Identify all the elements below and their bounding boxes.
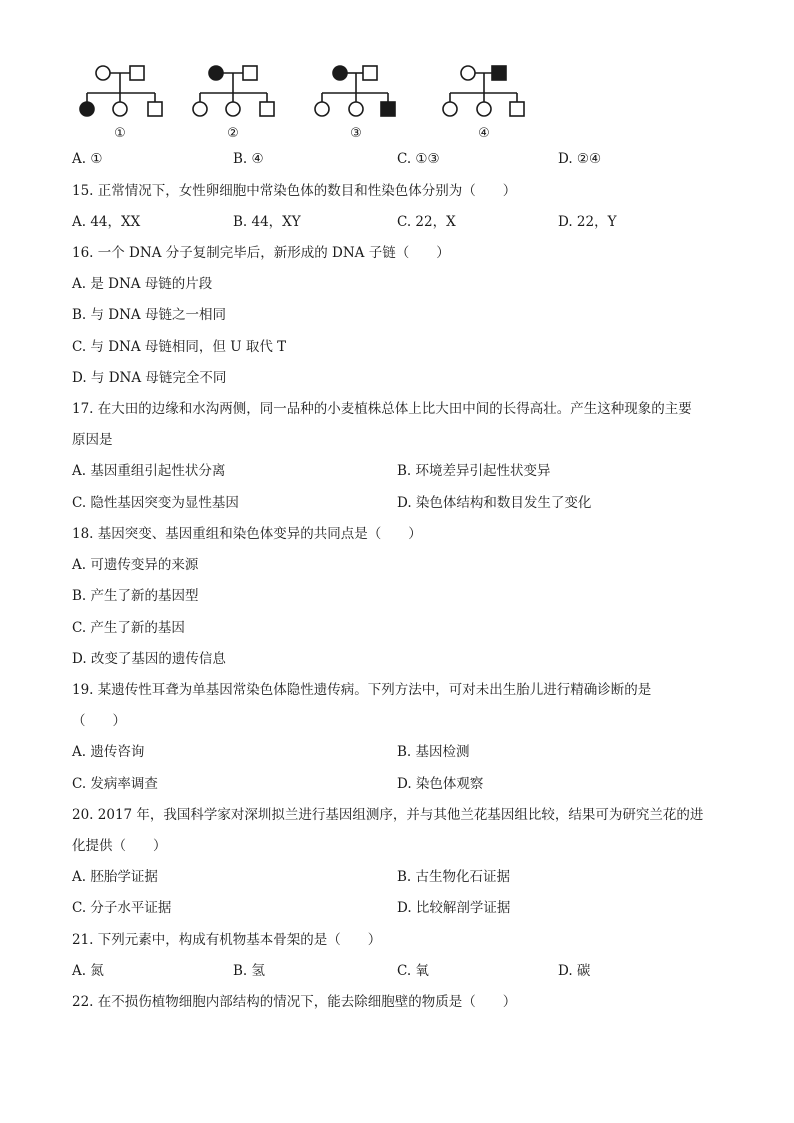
q17-option-a: A. 基因重组引起性状分离 (72, 463, 226, 479)
q19-stem-line1: 19. 某遗传性耳聋为单基因常染色体隐性遗传病。下列方法中，可对未出生胎儿进行精确诊断的是 (72, 682, 652, 698)
q21-option-b: B. 氢 (233, 963, 266, 979)
q20-option-d: D. 比较解剖学证据 (397, 900, 511, 916)
q20-option-a: A. 胚胎学证据 (72, 869, 158, 885)
q19-option-b: B. 基因检测 (397, 744, 470, 760)
q18-option-a: A. 可遗传变异的来源 (72, 557, 199, 573)
q18-option-b: B. 产生了新的基因型 (72, 588, 199, 604)
q15-option-b: B. 44，XY (233, 214, 301, 230)
q22-stem: 22. 在不损伤植物细胞内部结构的情况下，能去除细胞壁的物质是（ ） (72, 994, 517, 1010)
pedigree-diagrams (72, 55, 542, 145)
q20-stem-line1: 20. 2017 年，我国科学家对深圳拟兰进行基因组测序，并与其他兰花基因组比较，结果可为研究兰花的进 (72, 807, 704, 823)
q19-option-d: D. 染色体观察 (397, 776, 484, 792)
q17-option-c: C. 隐性基因突变为显性基因 (72, 495, 239, 511)
q14-option-a: A. ① (72, 151, 103, 167)
q16-option-a: A. 是 DNA 母链的片段 (72, 276, 213, 292)
q16-option-c: C. 与 DNA 母链相同，但 U 取代 T (72, 339, 287, 355)
q17-stem-line1: 17. 在大田的边缘和水沟两侧，同一品种的小麦植株总体上比大田中间的长得高壮。产生这种现象的主要 (72, 401, 692, 417)
q16-option-d: D. 与 DNA 母链完全不同 (72, 370, 227, 386)
q20-option-b: B. 古生物化石证据 (397, 869, 511, 885)
q21-option-d: D. 碳 (558, 963, 591, 979)
pedigree-label-1: ① (114, 126, 126, 141)
q17-option-d: D. 染色体结构和数目发生了变化 (397, 495, 592, 511)
q14-option-c: C. ①③ (397, 151, 440, 167)
q17-option-b: B. 环境差异引起性状变异 (397, 463, 551, 479)
q18-option-d: D. 改变了基因的遗传信息 (72, 651, 226, 667)
q21-stem: 21. 下列元素中，构成有机物基本骨架的是（ ） (72, 932, 382, 948)
q19-stem-line2: （ ） (72, 713, 126, 729)
q18-stem: 18. 基因突变、基因重组和染色体变异的共同点是（ ） (72, 526, 422, 542)
q20-stem-line2: 化提供（ ） (72, 838, 167, 854)
q19-option-c: C. 发病率调查 (72, 776, 158, 792)
pedigree-4 (443, 66, 524, 116)
q14-option-d: D. ②④ (558, 151, 602, 167)
pedigree-label-3: ③ (350, 126, 362, 141)
q17-stem-line2: 原因是 (72, 432, 113, 448)
pedigree-label-4: ④ (478, 126, 490, 141)
q16-option-b: B. 与 DNA 母链之一相同 (72, 307, 226, 323)
pedigree-2 (193, 66, 274, 116)
pedigree-1 (80, 66, 162, 116)
q16-stem: 16. 一个 DNA 分子复制完毕后，新形成的 DNA 子链（ ） (72, 245, 450, 261)
q15-option-c: C. 22，X (397, 214, 456, 230)
q21-option-c: C. 氧 (397, 963, 429, 979)
pedigree-3 (315, 66, 395, 116)
q14-option-b: B. ④ (233, 151, 264, 167)
pedigree-label-2: ② (227, 126, 239, 141)
q19-option-a: A. 遗传咨询 (72, 744, 145, 760)
q21-option-a: A. 氮 (72, 963, 104, 979)
q15-option-d: D. 22，Y (558, 214, 617, 230)
q15-stem: 15. 正常情况下，女性卵细胞中常染色体的数目和性染色体分别为（ ） (72, 183, 517, 199)
q18-option-c: C. 产生了新的基因 (72, 620, 185, 636)
q15-option-a: A. 44，XX (72, 214, 141, 230)
q20-option-c: C. 分子水平证据 (72, 900, 172, 916)
